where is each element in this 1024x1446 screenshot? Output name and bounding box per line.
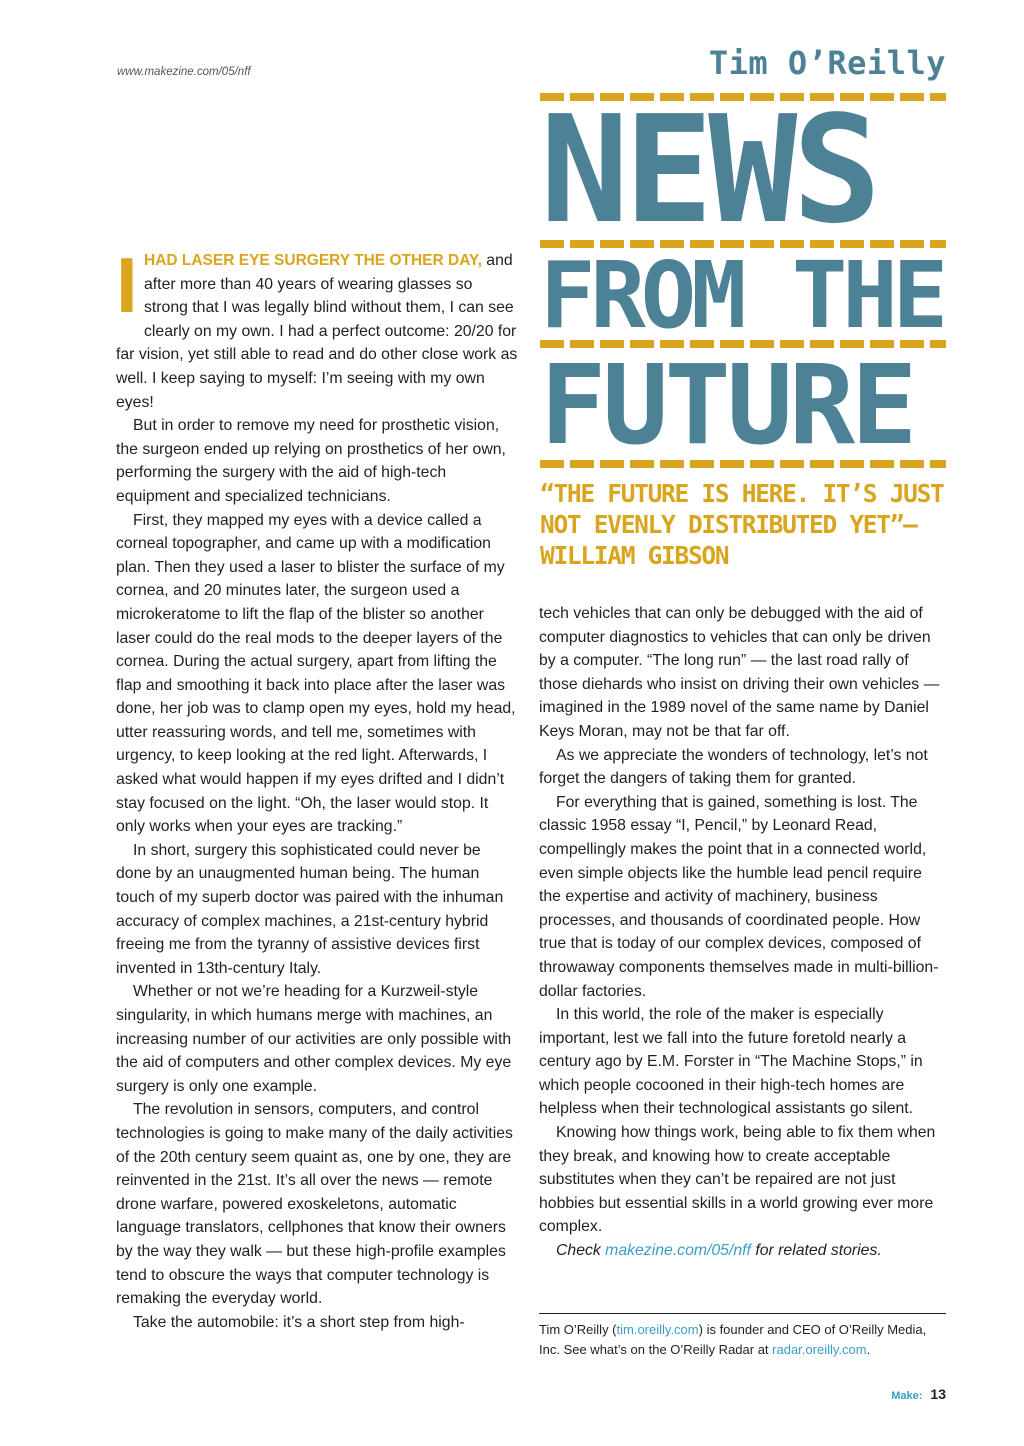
bio-text: ) is founder and CEO of O’Reilly Media, Inc. See what’s on the O’Reilly Radar at — [539, 1322, 927, 1357]
related-prefix: Check — [556, 1242, 606, 1260]
page-number: 13 — [930, 1386, 946, 1402]
article-paragraph: For everything that is gained, something is lost. The classic 1958 essay “I, Pencil,” by Leonard Read, compellingly makes the point that in a connected world, even simple objects like the humble lead pencil require the expertise and activity of machinery, business processes, and thousands of coordinated people. How true that is today of our complex devices, composed of throwaway components themselves made in multi-billion-dollar factories. — [539, 793, 939, 1000]
paragraph-text: and after more than 40 years of wearing glasses so strong that I was legally blind without them, I can see clearly on my own. I had a perfect outcome: 20/20 for far vision, yet still able to read and do other close work as well. I keep saying to myself: I’m seeing with my own eyes! — [116, 252, 518, 411]
article-paragraph: In short, surgery this sophisticated could never be done by an unaugmented human being. The human touch of my superb doctor was paired with the inhuman accuracy of complex machines, a 21st-century hybrid freeing me from the tyranny of assistive devices first invented in 13th-century Italy. — [116, 841, 504, 977]
article-paragraph: Knowing how things work, being able to fix them when they break, and knowing how to create acceptable substitutes when they can’t be repaired are not just hobbies but essential skills in a world growing ever more complex. — [539, 1124, 936, 1236]
article-paragraph: tech vehicles that can only be debugged with the aid of computer diagnostics to vehicles that can only be driven by a computer. “The long run” — the last road rally of those diehards who insist on driving their own vehicles — imagined in the 1989 novel of the same name by Daniel Keys Moran, may not be that far off. — [539, 605, 940, 740]
lead-in: HAD LASER EYE SURGERY THE OTHER DAY, — [144, 252, 482, 269]
article-paragraph: The revolution in sensors, computers, and control technologies is going to make many of the daily activities of the 20th century seem quaint as, one by one, they are reinvented in the 21st. It’s all over the news — remote drone warfare, powered exoskeletons, automatic language translators, cellphones that know their owners by the way they walk — but these high-profile examples tend to obscure the ways that computer technology is remaking the everyday world. — [116, 1101, 513, 1308]
article-paragraph: In this world, the role of the maker is especially important, lest we fall into the future foretold nearly a century ago by E.M. Forster in “The Machine Stops,” in which people cocooned in their high-tech homes are helpless when their technological assistants go silent. — [539, 1006, 923, 1118]
article-column-left — [116, 241, 519, 1334]
related-link[interactable]: makezine.com/05/nff — [605, 1242, 751, 1260]
header-url: www.makezine.com/05/nff — [117, 66, 251, 78]
title-from-the: FROM THE — [540, 256, 944, 336]
article-paragraph: Take the automobile: it’s a short step from high- — [133, 1313, 465, 1331]
page-folio — [891, 1386, 946, 1402]
dash-divider — [540, 460, 946, 468]
author-bio — [539, 1320, 946, 1359]
bio-text: . — [866, 1341, 871, 1357]
dash-divider — [540, 340, 946, 348]
article-column-right — [539, 602, 946, 1263]
related-stories — [539, 1239, 946, 1263]
pull-quote: “THE FUTURE IS HERE. IT’S JUST NOT EVENLY DISTRIBUTED YET”— WILLIAM GIBSON — [540, 479, 944, 570]
bio-link-tim[interactable]: tim.oreilly.com — [616, 1322, 699, 1337]
title-news: NEWS — [540, 108, 877, 233]
bio-text: Tim O’Reilly ( — [539, 1322, 617, 1337]
article-paragraph: Whether or not we’re heading for a Kurzweil-style singularity, in which humans merge with machines, an increasing number of our activities are only possible with the aid of computers and other complex devices. My eye surgery is only one example. — [116, 983, 512, 1095]
drop-cap: I — [116, 241, 138, 329]
dash-divider — [540, 240, 946, 248]
dash-divider — [540, 93, 946, 101]
make-logo: Make: — [891, 1390, 923, 1402]
article-paragraph: But in order to remove my need for prosthetic vision, the surgeon ended up relying on prosthetics of her own, performing the surgery with the aid of high-tech equipment and specialized technicians. — [116, 417, 506, 505]
related-suffix: for related stories. — [750, 1242, 882, 1260]
author-name: Tim O’Reilly — [708, 44, 946, 82]
article-paragraph: First, they mapped my eyes with a device called a corneal topographer, and came up with a modification plan. Then they used a laser to blister the surface of my cornea, and 20 minutes later, the surgeon used a microkeratome to lift the flap of the blister so another laser could do the real mods to the deeper layers of the cornea. During the actual surgery, apart from lifting the flap and smoothing it back into place after the laser was done, her job was to clamp open my eyes, hold my head, utter reassuring words, and tell me, sometimes with urgency, to keep looking at the red light. Afterwards, I asked what would happen if my eyes drifted and I didn’t stay focused on the light. “Oh, the laser would stop. It only works when your eyes are tracking.” — [116, 511, 516, 836]
bio-link-radar[interactable]: radar.oreilly.com — [772, 1341, 867, 1357]
article-paragraph: As we appreciate the wonders of technology, let’s not forget the dangers of taking them for granted. — [539, 746, 928, 788]
title-future: FUTURE — [540, 358, 914, 453]
bio-divider — [539, 1313, 946, 1314]
article-paragraph — [116, 241, 519, 414]
